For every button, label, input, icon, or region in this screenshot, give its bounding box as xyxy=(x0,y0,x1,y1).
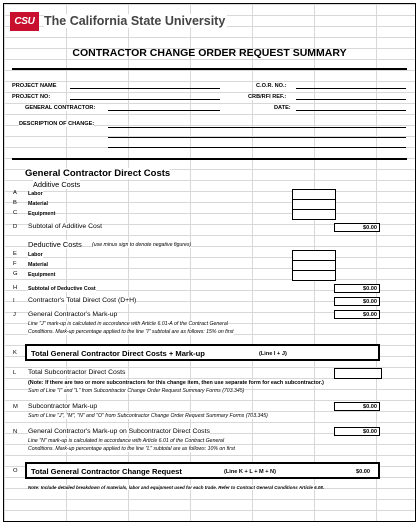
total-direct-markup-label: Total General Contractor Direct Costs + Mark-up xyxy=(31,349,205,358)
date-field[interactable] xyxy=(296,110,406,111)
date-label: DATE: xyxy=(274,105,291,111)
row-letter: B xyxy=(13,200,17,206)
markup-note-2: Conditions. Mark-up percentage applied to the line "I" subtotal are as follows: 15% on first xyxy=(28,329,234,335)
row-letter: E xyxy=(13,251,17,257)
equipment-label: Equipment xyxy=(28,211,56,217)
grand-total-label: Total General Contractor Change Request xyxy=(31,467,182,476)
description-label: DESCRIPTION OF CHANGE: xyxy=(19,121,95,127)
row-letter: M xyxy=(13,404,18,410)
total-direct-label: Contractor's Total Direct Cost (D+H) xyxy=(28,297,137,304)
direct-costs-heading: General Contractor Direct Costs xyxy=(25,168,171,179)
divider xyxy=(12,158,407,160)
general-contractor-label: GENERAL CONTRACTOR: xyxy=(25,105,96,111)
deductive-costs-heading: Deductive Costs xyxy=(28,240,82,249)
subtotal-deductive-label: Subtotal of Deductive Cost xyxy=(28,286,96,292)
row-letter: D xyxy=(13,224,18,230)
row-letter: H xyxy=(13,285,18,291)
total-sub-note-2: Sum of Line "I" and "L" from Subcontractor Change Order Request Summary Forms (703.345) xyxy=(28,388,245,394)
total-direct-amount: $0.00 xyxy=(334,297,380,306)
page-title: CONTRACTOR CHANGE ORDER REQUEST SUMMARY xyxy=(72,47,347,59)
total-sub-note-1: (Note: If there are two or more subcontractors for this change item, then use separate form for each subcontractor.) xyxy=(28,380,324,386)
row-letter: C xyxy=(13,210,18,216)
row-letter: N xyxy=(13,429,18,435)
description-line-2[interactable] xyxy=(108,137,406,138)
university-name: The California State University xyxy=(44,14,226,28)
row-letter: K xyxy=(13,350,17,356)
row-letter: O xyxy=(13,468,18,474)
general-contractor-field[interactable] xyxy=(108,110,220,111)
form-sheet xyxy=(3,3,416,522)
row-letter: I xyxy=(13,298,15,304)
deductive-labor-label: Labor xyxy=(28,252,43,258)
divider xyxy=(12,68,407,70)
sub-markup-label: Subcontractor Mark-up xyxy=(28,403,98,410)
cor-no-field[interactable] xyxy=(296,88,406,89)
row-letter: G xyxy=(13,271,18,277)
deductive-material-label: Material xyxy=(28,262,49,268)
project-no-field[interactable] xyxy=(70,99,220,100)
description-line-3[interactable] xyxy=(108,147,406,148)
grand-total-box xyxy=(25,462,380,479)
gc-markup-note-2: Conditions. Mark-up percentage applied to the line "L" subtotal are as follows: 10% on first xyxy=(28,446,235,452)
row-letter: L xyxy=(13,370,17,376)
subtotal-additive-label: Subtotal of Additive Cost xyxy=(28,223,103,230)
deductive-note: (use minus sign to denote negative figures) xyxy=(92,242,192,248)
project-name-label: PROJECT NAME xyxy=(12,83,57,89)
markup-note-1: Line "J" mark-up is calculated in accordance with Article 6.01-A of the Contract General xyxy=(28,321,228,327)
sub-markup-amount: $0.00 xyxy=(334,402,380,411)
crb-rfi-label: CRB/RFI REF.: xyxy=(248,94,287,100)
labor-label: Labor xyxy=(28,191,43,197)
crb-rfi-field[interactable] xyxy=(296,99,406,100)
row-letter: F xyxy=(13,261,17,267)
gc-markup-on-sub-label: General Contractor's Mark-up on Subcontractor Direct Costs xyxy=(28,428,210,435)
footnote: Note: Include detailed breakdown of materials, labor and equipment used for each trade. Refer to Contract General Conditions Article 6.08. xyxy=(28,485,325,490)
total-sub-amount[interactable] xyxy=(334,368,382,379)
total-sub-label: Total Subcontractor Direct Costs xyxy=(28,369,126,376)
subtotal-deductive-amount: $0.00 xyxy=(334,284,380,293)
markup-label: General Contractor's Mark-up xyxy=(28,311,118,318)
project-no-label: PROJECT NO: xyxy=(12,94,51,100)
deductive-equipment-box[interactable] xyxy=(292,270,336,281)
total-direct-markup-box xyxy=(25,344,380,361)
subtotal-additive-amount: $0.00 xyxy=(334,223,380,232)
row-letter: J xyxy=(13,312,16,318)
grand-total-amount: $0.00 xyxy=(356,469,370,475)
total-direct-markup-formula: (Line I + J) xyxy=(259,351,287,357)
material-label: Material xyxy=(28,201,49,207)
sub-markup-note: Sum of Line "J", "M", "N" and "O" from Subcontractor Change Order Request Summary Forms (703.345) xyxy=(28,413,268,419)
gc-markup-note-1: Line "N" mark-up is calculated in accordance with Article 6.01 of the Contract General xyxy=(28,438,225,444)
markup-amount: $0.00 xyxy=(334,310,380,319)
deductive-equipment-label: Equipment xyxy=(28,272,56,278)
cor-no-label: C.O.R. NO.: xyxy=(256,83,287,89)
row-letter: A xyxy=(13,190,17,196)
csu-logo: CSU xyxy=(10,12,39,31)
project-name-field[interactable] xyxy=(70,88,220,89)
equipment-amount-box[interactable] xyxy=(292,209,336,220)
grand-total-formula: (Line K + L + M + N) xyxy=(224,469,276,475)
additive-costs-heading: Additive Costs xyxy=(33,180,81,189)
description-line-1[interactable] xyxy=(108,127,406,128)
gc-markup-on-sub-amount: $0.00 xyxy=(334,427,380,436)
